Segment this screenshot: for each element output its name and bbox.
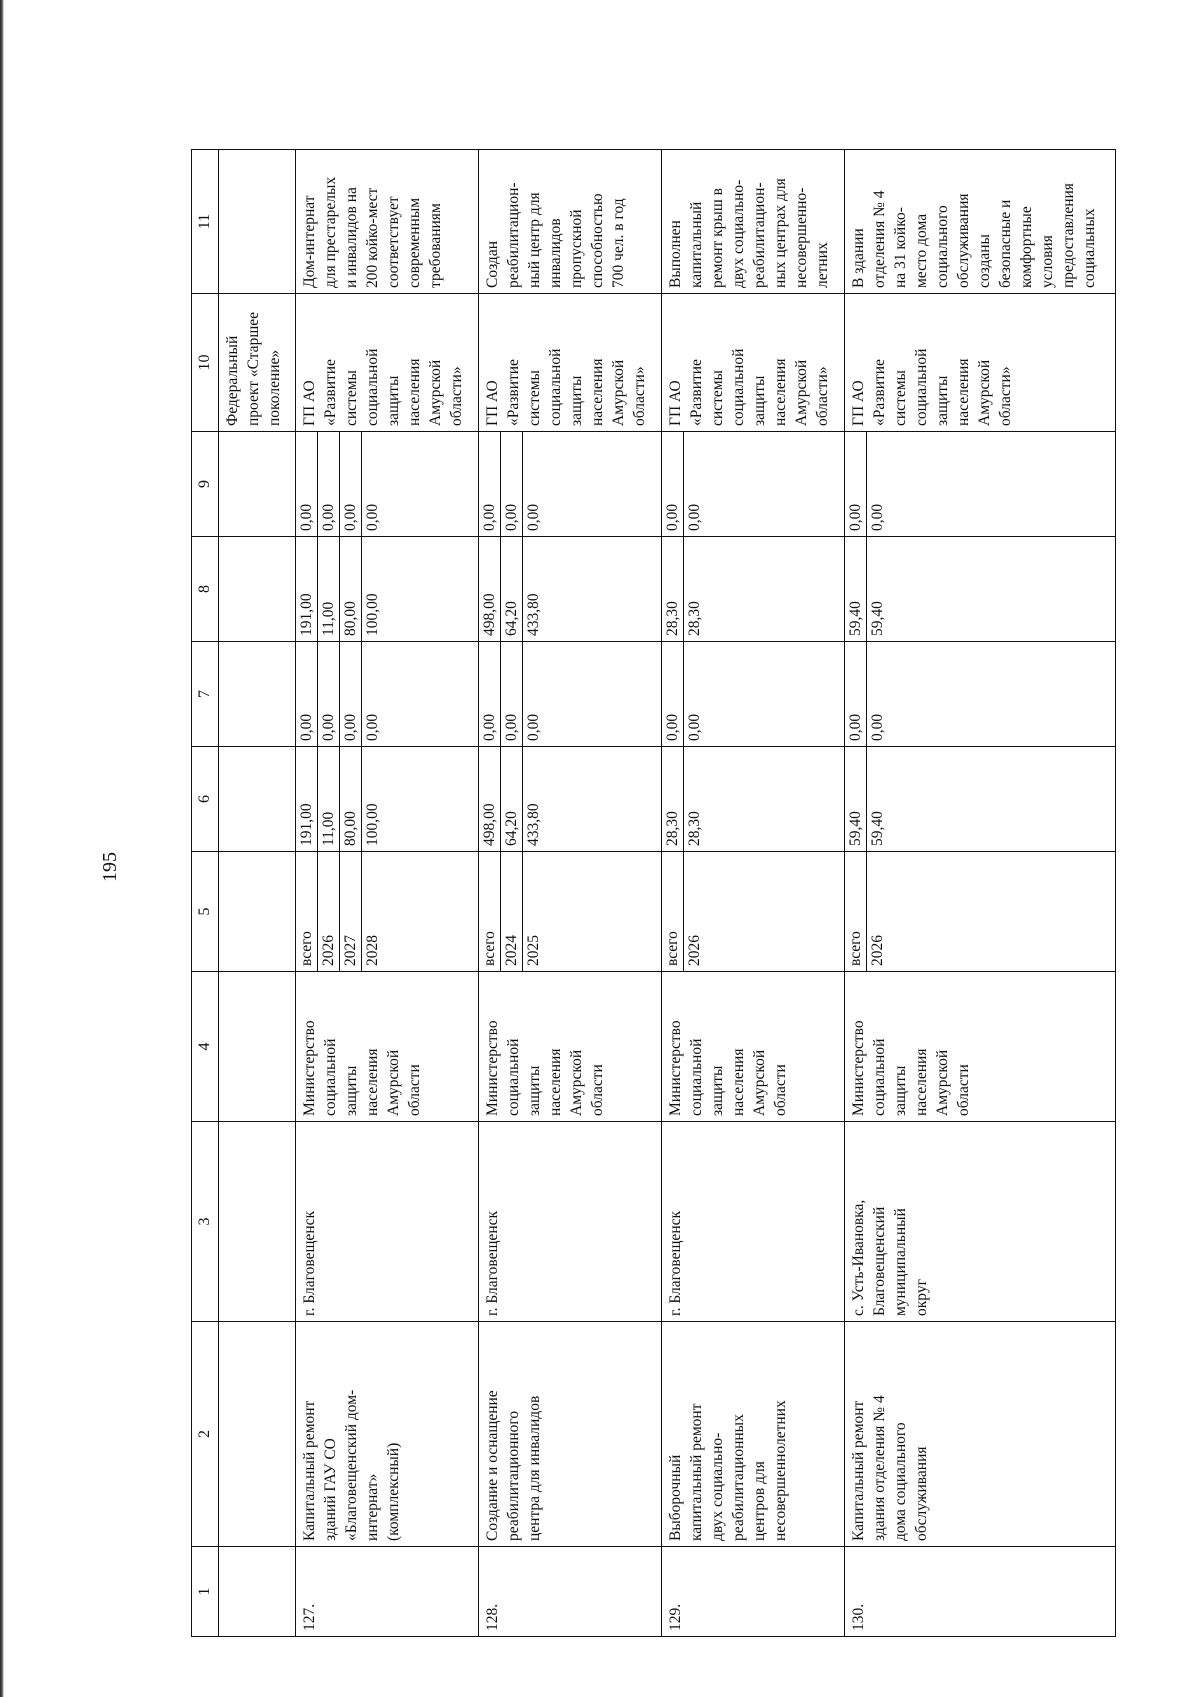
table-frame: [191, 150, 1116, 1637]
col6: [845, 747, 1116, 852]
col6-value: 80,00: [340, 747, 362, 851]
col6-value: 100,00: [364, 803, 381, 846]
column-header: 4: [192, 972, 219, 1122]
col9-list: [296, 432, 383, 536]
cell-empty: [219, 1322, 296, 1547]
years-value: всего: [296, 852, 318, 971]
row-number: 128.: [479, 1547, 662, 1637]
col6-value: 59,40: [845, 747, 867, 851]
responsible-agency: Министерство социальной защиты населения Амурской области: [845, 972, 1116, 1122]
col9: [845, 432, 1116, 537]
col8: [296, 537, 479, 642]
col6-value: 28,30: [662, 747, 684, 851]
cell-empty: [219, 537, 296, 642]
project-name: Капитальный ремонт зданий ГАУ СО «Благовещенский дом- интернат» (комплексный): [296, 1322, 479, 1547]
col8-value: 11,00: [318, 537, 340, 641]
col9-value: 0,00: [869, 503, 887, 531]
col6-value: 191,00: [296, 747, 318, 851]
location: г. Благовещенск: [479, 1122, 662, 1322]
expected-result: В здании отделения № 4 на 31 койко- место дома социального обслуживания созданы безопасные и комфортные условия предоставления социальных: [845, 150, 1116, 294]
location: г. Благовещенск: [296, 1122, 479, 1322]
col8-value: 191,00: [296, 537, 318, 641]
years-list: [479, 852, 544, 971]
cell-empty: [219, 972, 296, 1122]
years-value: 2026: [869, 935, 887, 966]
years: [662, 852, 845, 972]
col9-value: 0,00: [845, 432, 867, 536]
project-name: Капитальный ремонт здания отделения № 4 дома социального обслуживания: [845, 1322, 1116, 1547]
years-value: всего: [845, 852, 867, 971]
years-value: 2028: [364, 935, 381, 966]
col6-list: [296, 747, 383, 851]
responsible-agency: Министерство социальной защиты населения Амурской области: [479, 972, 662, 1122]
column-header: 11: [192, 150, 219, 294]
column-header: 7: [192, 642, 219, 747]
col7-value: 0,00: [364, 713, 381, 741]
col7-value: 0,00: [686, 713, 704, 741]
col9: [662, 432, 845, 537]
col6-value: 59,40: [869, 811, 887, 846]
table-row: [296, 150, 479, 1637]
location: г. Благовещенск: [662, 1122, 845, 1322]
years-list: [296, 852, 383, 971]
col8-value: 59,40: [869, 601, 887, 636]
col9-value: 0,00: [296, 432, 318, 536]
col9-value: 0,00: [525, 503, 543, 531]
col9-value: 0,00: [501, 432, 523, 536]
col7-list: [845, 642, 888, 746]
col7-value: 0,00: [845, 642, 867, 746]
cell-empty: [219, 432, 296, 537]
col6: [662, 747, 845, 852]
col8-value: 28,30: [662, 537, 684, 641]
project-row: [219, 150, 296, 1637]
table-row: [479, 150, 662, 1637]
col8-value: 498,00: [479, 537, 501, 641]
col9-value: 0,00: [479, 432, 501, 536]
col7-value: 0,00: [525, 713, 543, 741]
years-value: 2024: [501, 852, 523, 971]
cell-empty: [219, 852, 296, 972]
table-body: [192, 150, 1116, 1637]
col6-list: [479, 747, 544, 851]
col6-list: [845, 747, 888, 851]
column-header: 8: [192, 537, 219, 642]
col9-value: 0,00: [318, 432, 340, 536]
col7-list: [479, 642, 544, 746]
years-value: всего: [662, 852, 684, 971]
col8-list: [662, 537, 705, 641]
row-number: 129.: [662, 1547, 845, 1637]
years: [296, 852, 479, 972]
col8-value: 80,00: [340, 537, 362, 641]
years-value: 2025: [525, 935, 543, 966]
col8-value: 100,00: [364, 593, 381, 636]
table-row: [662, 150, 845, 1637]
col6-value: 28,30: [686, 811, 704, 846]
col8-list: [479, 537, 544, 641]
years-value: 2026: [686, 935, 704, 966]
col6: [296, 747, 479, 852]
col7-value: 0,00: [662, 642, 684, 746]
years-value: 2026: [318, 852, 340, 971]
col9-value: 0,00: [686, 503, 704, 531]
cell-empty: [219, 747, 296, 852]
col8: [662, 537, 845, 642]
col7-value: 0,00: [318, 642, 340, 746]
column-header: 3: [192, 1122, 219, 1322]
col8-list: [845, 537, 888, 641]
col8-value: 64,20: [501, 537, 523, 641]
col8: [845, 537, 1116, 642]
col9-value: 0,00: [662, 432, 684, 536]
col6-list: [662, 747, 705, 851]
cell-empty: [219, 1122, 296, 1322]
col7-list: [662, 642, 705, 746]
col9-list: [845, 432, 888, 536]
scan-edge: [0, 0, 4, 1697]
header-row: [192, 150, 219, 1637]
col9-list: [662, 432, 705, 536]
col8: [479, 537, 662, 642]
state-program: ГП АО «Развитие системы социальной защиты населения Амурской области»: [296, 294, 479, 432]
years: [479, 852, 662, 972]
column-header: 9: [192, 432, 219, 537]
col9-value: 0,00: [364, 503, 381, 531]
col7-value: 0,00: [340, 642, 362, 746]
years-list: [845, 852, 888, 971]
expected-result: Создан реабилитацион- ный центр для инвалидов пропускной способностью 700 чел. в год: [479, 150, 662, 294]
col8-list: [296, 537, 383, 641]
col9-list: [479, 432, 544, 536]
col7: [296, 642, 479, 747]
expected-result: Выполнен капитальный ремонт крыш в двух социально- реабилитацион- ных центрах для несовершенно- летних: [662, 150, 845, 294]
cell-empty: [219, 642, 296, 747]
column-header: 5: [192, 852, 219, 972]
column-header: 2: [192, 1322, 219, 1547]
col9: [296, 432, 479, 537]
cell-empty: [219, 1547, 296, 1637]
cell-empty: [219, 150, 296, 294]
col6-value: 498,00: [479, 747, 501, 851]
column-header: 10: [192, 294, 219, 432]
col7-value: 0,00: [296, 642, 318, 746]
col6-value: 433,80: [525, 803, 543, 846]
state-program: ГП АО «Развитие системы социальной защиты населения Амурской области»: [662, 294, 845, 432]
years-list: [662, 852, 705, 971]
col6: [479, 747, 662, 852]
row-number: 130.: [845, 1547, 1116, 1637]
project-name: Создание и оснащение реабилитационного центра для инвалидов: [479, 1322, 662, 1547]
col8-value: 433,80: [525, 593, 543, 636]
table-row: [845, 150, 1116, 1637]
state-program: ГП АО «Развитие системы социальной защиты населения Амурской области»: [479, 294, 662, 432]
col7-value: 0,00: [869, 713, 887, 741]
col8-value: 28,30: [686, 601, 704, 636]
expected-result: Дом-интернат для престарелых и инвалидов на 200 койко-мест соответствует современным требованиям: [296, 150, 479, 294]
page-number: 195: [99, 852, 121, 882]
responsible-agency: Министерство социальной защиты населения Амурской области: [296, 972, 479, 1122]
col9: [479, 432, 662, 537]
col7: [479, 642, 662, 747]
state-program: ГП АО «Развитие системы социальной защиты населения Амурской области»: [845, 294, 1116, 432]
location: с. Усть-Ивановка, Благовещенский муниципальный округ: [845, 1122, 1116, 1322]
budget-table: [191, 149, 1116, 1637]
row-number: 127.: [296, 1547, 479, 1637]
col9-value: 0,00: [340, 432, 362, 536]
years-value: 2027: [340, 852, 362, 971]
col6-value: 11,00: [318, 747, 340, 851]
years-value: всего: [479, 852, 501, 971]
column-header: 1: [192, 1547, 219, 1637]
col7-value: 0,00: [501, 642, 523, 746]
years: [845, 852, 1116, 972]
col7: [845, 642, 1116, 747]
col7-list: [296, 642, 383, 746]
project-name: Выборочный капитальный ремонт двух социально- реабилитационных центров для несовершеннолетних: [662, 1322, 845, 1547]
federal-project-cell: Федеральный проект «Старшее поколение»: [219, 294, 296, 432]
responsible-agency: Министерство социальной защиты населения Амурской области: [662, 972, 845, 1122]
col7-value: 0,00: [479, 642, 501, 746]
col7: [662, 642, 845, 747]
column-header: 6: [192, 747, 219, 852]
col6-value: 64,20: [501, 747, 523, 851]
col8-value: 59,40: [845, 537, 867, 641]
